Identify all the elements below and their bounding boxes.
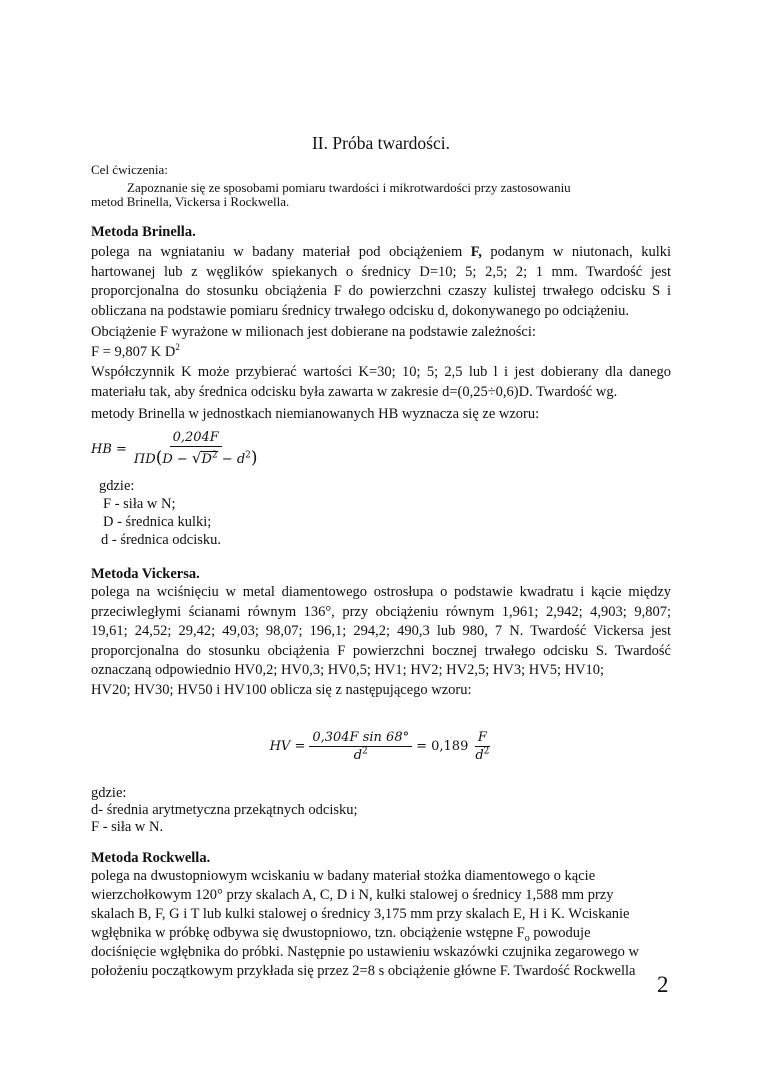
hv-formula [91,724,671,768]
brinell-paragraph-2-last: metody Brinella w jednostkach niemianowanych HB wyznacza się ze wzoru: [91,406,540,422]
page-number: 2 [657,972,669,997]
hv-middle: = 0,189 [416,738,469,754]
intro-line-2: metod Brinella, Vickersa i Rockwella. [91,194,290,209]
rockwell-line-3: skalach B, F, G i T lub kulki stalowej o średnicy 3,175 mm przy skalach E, H i K. Wciskanie [91,906,630,922]
brinell-paragraph-1-last: Obciążenie F wyrażone w milionach jest dobierane na podstawie zależności: [91,324,536,340]
brinell-def-1: F - siła w N; [103,496,176,512]
brinell-paragraph-1 [91,243,671,321]
hb-den-pi-d: ΠD [133,452,156,467]
hv-denominator-1: $d^2$ [353,746,368,763]
brinell-paragraph-2: Współczynnik K może przybierać wartości K=30; 10; 5; 2,5 lub l i jest dobierany dla danego materiału tak, aby średnica odcisku była zawarta w zakresie d=(0,25÷0,6)D. Twardość wg. [91,364,671,400]
hv-denominator-2: $d^2$ [475,746,490,763]
brinell-where: gdzie: [99,478,135,494]
brinell-formula-f-exp: 2 [175,342,180,353]
hv-fraction-1 [309,730,412,763]
brinell-formula-f-base: F = 9,807 K D [91,344,176,360]
rockwell-line-4-tail: powoduje [529,925,591,941]
rockwell-line-4 [91,924,671,944]
hv-den-1-d: d [353,747,363,763]
hb-den-root: D [201,452,212,467]
rockwell-line-6: położeniu początkowym przykłada się przez 2=8 s obciążenie główne F. Twardość Rockwella [91,963,636,979]
hb-denominator: $\Pi D(D - √D^2 - d^2)$ [133,448,258,468]
hb-den-d-minus: D − [162,452,188,467]
rockwell-line-1: polega na dwustopniowym wciskaniu w badany materiał stożka diamentowego o kącie [91,868,596,884]
brinell-def-3: d - średnica odcisku. [101,532,221,548]
hv-den-2-d: d [475,747,484,763]
vickers-def-2: F - siła w N. [91,819,164,835]
brinell-text-b: podanym w niutonach, kulki hartowanej lub z węglików spiekanych o średnicy D=10; 5; 2,5; 2; 1 mm. Twardość jest proporcjonalna do stosunku obciążenia F do powierzchni czaszy kulistej trwałego odcisku S i obliczana na podstawie pomiaru średnicy trwałego odcisku d, dokonywanego po odciążeniu. [91,244,672,319]
rockwell-line-4-text: wgłębnika w próbkę odbywa się dwustopniowo, tzn. obciążenie wstępne F [91,925,525,941]
rockwell-line-2: wierzchołkowym 120° przy skalach A, C, D i N, kulki stalowej o średnicy 1,588 mm przy [91,887,614,903]
hb-den-minus-d: − d [221,452,246,467]
brinell-bold-f: F, [470,244,482,260]
hb-fraction [131,430,261,468]
vickers-def-1: d- średnia arytmetyczna przekątnych odcisku; [91,802,358,818]
intro-line-1: Zapoznanie się ze sposobami pomiaru twardości i mikrotwardości przy zastosowaniu [127,180,571,195]
hb-numerator: 0,204F [170,430,222,447]
vickers-paragraph: polega na wciśnięciu w metal diamentowego ostrosłupa o podstawie kwadratu i kącie między przeciwległymi ścianami równym 136°, przy obciążeniu równym 1,961; 2,942; 4,903; 9,807; 19,61; 24,52; 29,42; 49,03; 98,07; 196,1; 294,2; 490,3 lub 980, 7 N. Twardość Vickersa jest proporcjonalna do stosunku obciążenia F powierzchni bocznej trwałego odcisku S. Twardość oznaczaną odpowiednio HV0,2; HV0,3; HV0,5; HV1; HV2; HV2,5; HV3; HV5; HV10; [91,584,671,678]
hv-fraction-2 [472,730,492,763]
brinell-text-a: polega na wgniataniu w badany materiał pod obciążeniem [91,244,471,260]
rockwell-heading: Metoda Rockwella. [91,850,211,866]
page-title: II. Próba twardości. [311,133,451,153]
brinell-heading: Metoda Brinella. [91,224,196,240]
rockwell-line-5: dociśnięcie wgłębnika do próbki. Następnie po ustawieniu wskazówki czujnika zegarowego w [91,944,640,960]
brinell-def-2: D - średnica kulki; [103,514,212,530]
intro-label: Cel ćwiczenia: [91,162,168,177]
hb-lhs: HB = [91,441,127,457]
hv-lhs: HV = [269,738,306,754]
vickers-paragraph-last: HV20; HV30; HV50 i HV100 oblicza się z następującego wzoru: [91,682,472,698]
hv-numerator-1: 0,304F sin 68° [309,730,412,747]
hv-numerator-2: F [475,730,490,747]
rockwell-line-4-sub: o [524,932,530,944]
vickers-heading: Metoda Vickersa. [91,566,200,582]
hb-formula [91,428,671,470]
brinell-formula-f [91,343,671,363]
vickers-where: gdzie: [91,785,127,801]
